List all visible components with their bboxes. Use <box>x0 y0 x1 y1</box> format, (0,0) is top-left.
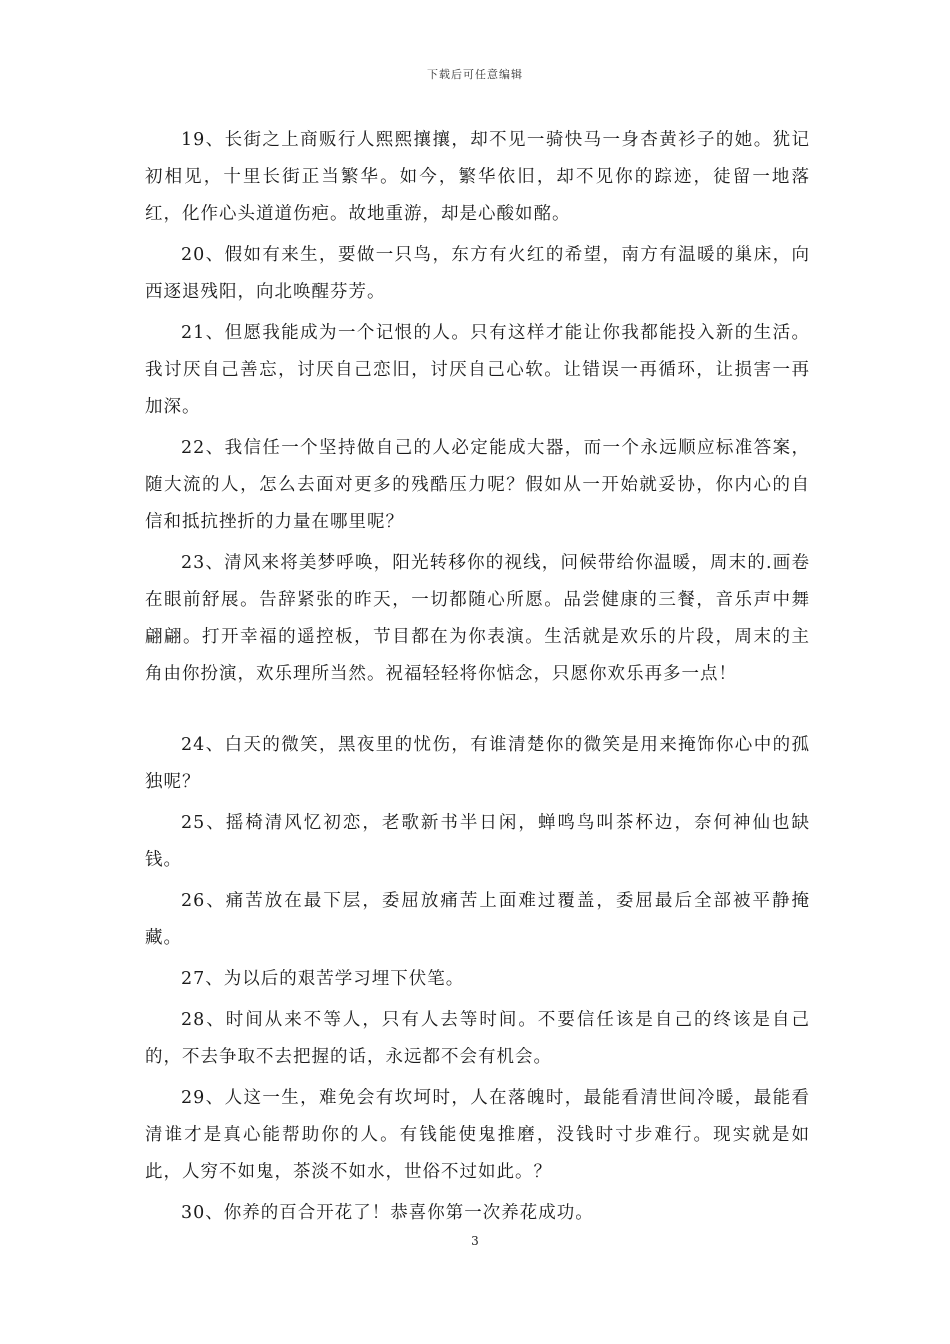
paragraph-24: 24、白天的微笑，黑夜里的忧伤，有谁清楚你的微笑是用来掩饰你心中的孤独呢？ <box>145 735 810 792</box>
paragraph-25: 25、摇椅清风忆初恋，老歌新书半日闲，蝉鸣鸟叫茶杯边，奈何神仙也缺钱。 <box>145 813 810 870</box>
paragraph-21: 21、但愿我能成为一个记恨的人。只有这样才能让你我都能投入新的生活。我讨厌自己善忘，讨厌自己恋旧，讨厌自己心软。让错误一再循环，让损害一再加深。 <box>145 323 810 417</box>
document-body <box>145 122 810 1236</box>
paragraph-19: 19、长街之上商贩行人熙熙攘攘，却不见一骑快马一身杏黄衫子的她。犹记初相见，十里长街正当繁华。如今，繁华依旧，却不见你的踪迹，徒留一地落红，化作心头道道伤疤。故地重游，却是心酸如酩。 <box>145 130 810 224</box>
paragraph-26: 26、痛苦放在最下层，委屈放痛苦上面难过覆盖，委屈最后全部被平静掩藏。 <box>145 891 810 948</box>
paragraph-23: 23、清风来将美梦呼唤，阳光转移你的视线，问候带给你温暖，周末的.画卷在眼前舒展。告辞紧张的昨天，一切都随心所愿。品尝健康的三餐，音乐声中舞翩翩。打开幸福的遥控板，节目都在为你表演。生活就是欢乐的片段，周末的主角由你扮演，欢乐理所当然。祝福轻轻将你惦念，只愿你欢乐再多一点！ <box>145 553 810 684</box>
paragraph-30: 30、你养的百合开花了！恭喜你第一次养花成功。 <box>181 1203 594 1223</box>
paragraph-29: 29、人这一生，难免会有坎坷时，人在落魄时，最能看清世间冷暖，最能看清谁才是真心能帮助你的人。有钱能使鬼推磨，没钱时寸步难行。现实就是如此，人穷不如鬼，茶淡不如水，世俗不过如此。？ <box>145 1088 810 1182</box>
paragraph-22: 22、我信任一个坚持做自己的人必定能成大器，而一个永远顺应标准答案，随大流的人，怎么去面对更多的残酷压力呢？假如从一开始就妥协，你内心的自信和抵抗挫折的力量在哪里呢？ <box>145 438 810 532</box>
page-number: 3 <box>471 1234 479 1248</box>
paragraph-20: 20、假如有来生，要做一只鸟，东方有火红的希望，南方有温暖的巢床，向西逐退残阳，向北唤醒芬芳。 <box>145 245 810 302</box>
paragraph-28: 28、时间从来不等人，只有人去等时间。不要信任该是自己的终该是自己的，不去争取不去把握的话，永远都不会有机会。 <box>145 1010 810 1067</box>
page-header: 下载后可任意编辑 <box>427 68 523 81</box>
paragraph-27: 27、为以后的艰苦学习埋下伏笔。 <box>181 969 465 989</box>
